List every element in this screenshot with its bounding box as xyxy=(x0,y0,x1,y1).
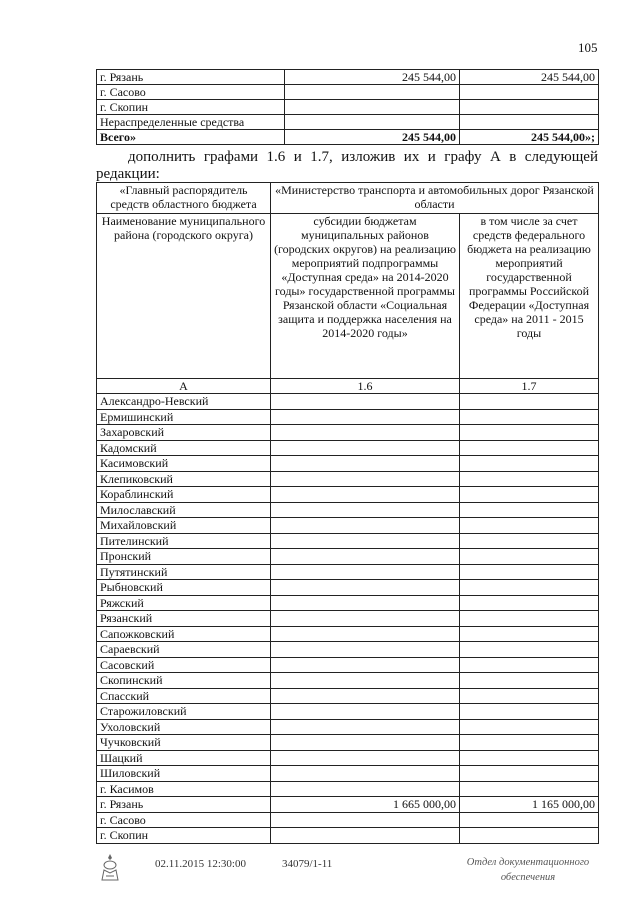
district-row xyxy=(97,533,599,549)
summary-row xyxy=(97,100,599,115)
district-cell-c17 xyxy=(460,766,599,782)
district-cell-c17 xyxy=(460,626,599,642)
district-cell-name: Михайловский xyxy=(97,518,271,534)
district-cell-c16 xyxy=(271,564,460,580)
district-cell-c17 xyxy=(460,502,599,518)
district-cell-c16 xyxy=(271,828,460,844)
district-cell-c16 xyxy=(271,580,460,596)
col-17-title: в том числе за счет средств федерального бюджета на реализацию мероприятий государственной программы Российской Федерации «Доступная среда» на 2011 - 2015 годы xyxy=(460,214,599,379)
district-cell-c17 xyxy=(460,611,599,627)
subsidy-table xyxy=(96,182,599,844)
district-cell-c17 xyxy=(460,673,599,689)
district-cell-c16 xyxy=(271,456,460,472)
district-cell-c16 xyxy=(271,735,460,751)
district-cell-c16 xyxy=(271,781,460,797)
index-a: А xyxy=(97,379,271,394)
district-cell-c16 xyxy=(271,440,460,456)
district-row xyxy=(97,487,599,503)
district-row xyxy=(97,394,599,410)
district-row xyxy=(97,471,599,487)
district-row xyxy=(97,781,599,797)
summary-row xyxy=(97,85,599,100)
district-cell-c17 xyxy=(460,812,599,828)
district-cell-c16 xyxy=(271,673,460,689)
district-cell-c16 xyxy=(271,533,460,549)
district-cell-c17 xyxy=(460,394,599,410)
district-cell-c17 xyxy=(460,425,599,441)
district-cell-c16 xyxy=(271,812,460,828)
district-cell-name: Шиловский xyxy=(97,766,271,782)
summary-cell-col1 xyxy=(285,85,460,100)
district-cell-name: г. Скопин xyxy=(97,828,271,844)
district-cell-name: Александро-Невский xyxy=(97,394,271,410)
district-row xyxy=(97,518,599,534)
district-cell-c16 xyxy=(271,425,460,441)
district-cell-c17 xyxy=(460,657,599,673)
district-cell-name: Скопинский xyxy=(97,673,271,689)
district-cell-c16 xyxy=(271,704,460,720)
summary-cell-col2 xyxy=(460,100,599,115)
district-cell-c16 xyxy=(271,502,460,518)
district-row xyxy=(97,642,599,658)
district-cell-c17 xyxy=(460,471,599,487)
district-cell-name: г. Касимов xyxy=(97,781,271,797)
district-cell-c17 xyxy=(460,487,599,503)
district-cell-name: Рязанский xyxy=(97,611,271,627)
district-cell-c16 xyxy=(271,471,460,487)
district-row xyxy=(97,611,599,627)
district-row xyxy=(97,735,599,751)
district-cell-c17 xyxy=(460,580,599,596)
district-cell-c16 xyxy=(271,611,460,627)
summary-cell-name: г. Скопин xyxy=(97,100,285,115)
summary-cell-col1: 245 544,00 xyxy=(285,130,460,145)
district-cell-c17 xyxy=(460,518,599,534)
district-cell-name: Пителинский xyxy=(97,533,271,549)
footer-datetime: 02.11.2015 12:30:00 xyxy=(155,858,246,870)
district-cell-c16 xyxy=(271,394,460,410)
summary-cell-col1: 245 544,00 xyxy=(285,70,460,85)
district-row xyxy=(97,409,599,425)
col-16-title: субсидии бюджетам муниципальных районов (городских округов) на реализацию мероприятий подпрограммы «Доступная среда» на 2014-2020 годы» государственной программы Рязанской области «Социальная защита и поддержка населения на 2014-2020 годы» xyxy=(271,214,460,379)
district-cell-name: Захаровский xyxy=(97,425,271,441)
district-cell-c17: 1 165 000,00 xyxy=(460,797,599,813)
district-cell-name: Спасский xyxy=(97,688,271,704)
header-right-cell: «Министерство транспорта и автомобильных дорог Рязанской области xyxy=(271,183,599,214)
district-cell-c17 xyxy=(460,564,599,580)
summary-cell-name: г. Рязань xyxy=(97,70,285,85)
summary-row xyxy=(97,70,599,85)
district-cell-c17 xyxy=(460,704,599,720)
district-row xyxy=(97,626,599,642)
district-cell-c17 xyxy=(460,409,599,425)
footer-doc-number: 34079/1-11 xyxy=(282,858,333,870)
district-cell-c16 xyxy=(271,766,460,782)
district-row xyxy=(97,797,599,813)
district-row xyxy=(97,425,599,441)
district-cell-c16 xyxy=(271,518,460,534)
district-cell-c17 xyxy=(460,642,599,658)
summary-cell-col2: 245 544,00 xyxy=(460,70,599,85)
summary-row xyxy=(97,115,599,130)
summary-cell-col2 xyxy=(460,85,599,100)
district-cell-c17 xyxy=(460,735,599,751)
instruction-paragraph: дополнить графами 1.6 и 1.7, изложив их и графу А в следующей редакции: xyxy=(96,149,598,182)
district-cell-name: Сапожковский xyxy=(97,626,271,642)
district-cell-name: Пронский xyxy=(97,549,271,565)
district-cell-c16 xyxy=(271,626,460,642)
district-row xyxy=(97,766,599,782)
district-cell-name: Ряжский xyxy=(97,595,271,611)
district-cell-name: Старожиловский xyxy=(97,704,271,720)
district-cell-c17 xyxy=(460,750,599,766)
index-17: 1.7 xyxy=(460,379,599,394)
district-cell-c17 xyxy=(460,719,599,735)
district-row xyxy=(97,657,599,673)
district-cell-name: Шацкий xyxy=(97,750,271,766)
district-row xyxy=(97,688,599,704)
district-cell-c16 xyxy=(271,549,460,565)
district-row xyxy=(97,549,599,565)
district-row xyxy=(97,812,599,828)
district-cell-name: Ермишинский xyxy=(97,409,271,425)
district-cell-name: г. Рязань xyxy=(97,797,271,813)
district-cell-name: Сараевский xyxy=(97,642,271,658)
summary-cell-col1 xyxy=(285,115,460,130)
summary-cell-name: Нераспределенные средства xyxy=(97,115,285,130)
summary-table xyxy=(96,69,599,145)
district-cell-name: Ухоловский xyxy=(97,719,271,735)
district-cell-name: Сасовский xyxy=(97,657,271,673)
summary-cell-col2 xyxy=(460,115,599,130)
summary-cell-name: г. Сасово xyxy=(97,85,285,100)
summary-cell-name: Всего» xyxy=(97,130,285,145)
summary-cell-col2: 245 544,00»; xyxy=(460,130,599,145)
district-cell-c16 xyxy=(271,595,460,611)
district-row xyxy=(97,502,599,518)
district-cell-name: Клепиковский xyxy=(97,471,271,487)
district-cell-c16: 1 665 000,00 xyxy=(271,797,460,813)
district-cell-c16 xyxy=(271,409,460,425)
district-cell-c17 xyxy=(460,595,599,611)
district-row xyxy=(97,828,599,844)
summary-cell-col1 xyxy=(285,100,460,115)
district-row xyxy=(97,719,599,735)
district-cell-name: Рыбновский xyxy=(97,580,271,596)
district-row xyxy=(97,704,599,720)
district-cell-c16 xyxy=(271,688,460,704)
district-row xyxy=(97,673,599,689)
district-cell-c16 xyxy=(271,750,460,766)
district-cell-c16 xyxy=(271,487,460,503)
col-a-title: Наименование муниципального района (городского округа) xyxy=(97,214,271,379)
district-row xyxy=(97,456,599,472)
district-cell-name: Кораблинский xyxy=(97,487,271,503)
district-row xyxy=(97,750,599,766)
district-cell-name: г. Сасово xyxy=(97,812,271,828)
district-cell-c17 xyxy=(460,549,599,565)
district-cell-c17 xyxy=(460,533,599,549)
district-cell-c17 xyxy=(460,781,599,797)
district-row xyxy=(97,595,599,611)
district-cell-c17 xyxy=(460,688,599,704)
page-number: 105 xyxy=(578,40,598,55)
district-cell-c17 xyxy=(460,828,599,844)
district-row xyxy=(97,440,599,456)
district-row xyxy=(97,580,599,596)
index-16: 1.6 xyxy=(271,379,460,394)
district-cell-c16 xyxy=(271,642,460,658)
header-left-cell: «Главный распорядитель средств областного бюджета xyxy=(97,183,271,214)
district-cell-name: Путятинский xyxy=(97,564,271,580)
district-cell-name: Милославский xyxy=(97,502,271,518)
district-cell-c17 xyxy=(460,456,599,472)
district-cell-name: Кадомский xyxy=(97,440,271,456)
emblem-seal-icon xyxy=(98,852,122,882)
district-cell-name: Касимовский xyxy=(97,456,271,472)
department-stamp: Отдел документационного обеспечения xyxy=(466,857,590,883)
district-cell-c16 xyxy=(271,657,460,673)
district-cell-c16 xyxy=(271,719,460,735)
district-cell-name: Чучковский xyxy=(97,735,271,751)
district-cell-c17 xyxy=(460,440,599,456)
district-row xyxy=(97,564,599,580)
summary-row xyxy=(97,130,599,145)
